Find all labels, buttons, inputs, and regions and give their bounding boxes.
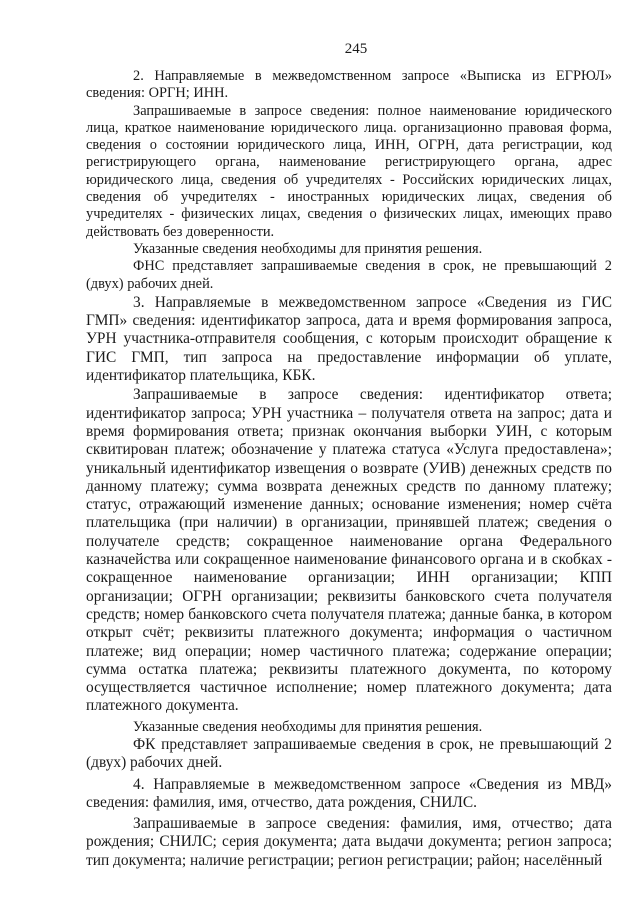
paragraph-fk-deadline: ФК представляет запрашиваемые сведения в срок, не превышающий 2 (двух) рабочих дней. bbox=[86, 735, 612, 772]
paragraph-egrul-request: 2. Направляемые в межведомственном запросе «Выписка из ЕГРЮЛ» сведения: ОРГН; ИНН. bbox=[86, 68, 612, 102]
paragraph-gis-gmp-purpose: Указанные сведения необходимы для принятия решения. bbox=[133, 718, 483, 735]
paragraph-mvd-requested-info: Запрашиваемые в запросе сведения: фамилия, имя, отчество; дата рождения; СНИЛС; серия документа; дата выдачи документа; регион запроса; тип документа; наличие регистрации; регион регистрации; район; населённый bbox=[86, 815, 612, 869]
paragraph-egrul-purpose: Указанные сведения необходимы для принятия решения. bbox=[133, 240, 483, 257]
paragraph-egrul-requested-info: Запрашиваемые в запросе сведения: полное наименование юридического лица, краткое наименование юридического лица. организационно правовая форма, сведения о состоянии юридического лица, ИНН, ОГРН, дата регистрации, код регистрирующего органа, наименование регистрирующего органа, адрес юридического лица, сведения об учредителях - Российских юридических лицах, сведения об учредителях - иностранных юридических лицах, сведения об учредителях - физических лицах, сведения о физических лицах, имеющих право действовать без доверенности. bbox=[86, 102, 612, 240]
paragraph-mvd-request: 4. Направляемые в межведомственном запросе «Сведения из МВД» сведения: фамилия, имя, отчество, дата рождения, СНИЛС. bbox=[86, 775, 612, 811]
paragraph-gis-gmp-request: 3. Направляемые в межведомственном запросе «Сведения из ГИС ГМП» сведения: идентификатор запроса, дата и время формирования запроса, УРН участника-отправителя сообщения, с которым происходит обращение к ГИС ГМП, тип запроса на предоставление информации об уплате, идентификатор плательщика, КБК. bbox=[86, 293, 612, 385]
paragraph-fns-deadline: ФНС представляет запрашиваемые сведения в срок, не превышающий 2 (двух) рабочих дней. bbox=[86, 258, 612, 292]
page-number: 245 bbox=[344, 41, 368, 57]
paragraph-gis-gmp-requested-info: Запрашиваемые в запросе сведения: идентификатор ответа; идентификатор запроса; УРН участника – получателя ответа на запрос; дата и время формирования ответа; признак окончания выборки УИН, с которым сквитирован платеж; обозначение у платежа статуса «Услуга предоставлена»; уникальный идентификатор извещения о возврате (УИВ) денежных средств по данному платежу; сумма возврата денежных средств по данному платежу; статус, отражающий изменение данных; основание изменения; номер счёта плательщика (при наличии) в организации, принявшей платеж; сведения о получателе средств; сокращенное наименование органа Федерального казначейства или сокращенное наименование финансового органа и в скобках - сокращенное наименование организации; ИНН организации; КПП организации; ОГРН организации; реквизиты банковского счета получателя средств; номер банковского счета получателя платежа; данные банка, в котором открыт счёт; реквизиты платежного документа; информация о частичном платеже; вид операции; номер частичного платежа; содержание операции; сумма остатка платежа; реквизиты платежного документа, по которому осуществляется частичное исполнение; номер платежного документа; дата платежного документа. bbox=[86, 386, 612, 715]
